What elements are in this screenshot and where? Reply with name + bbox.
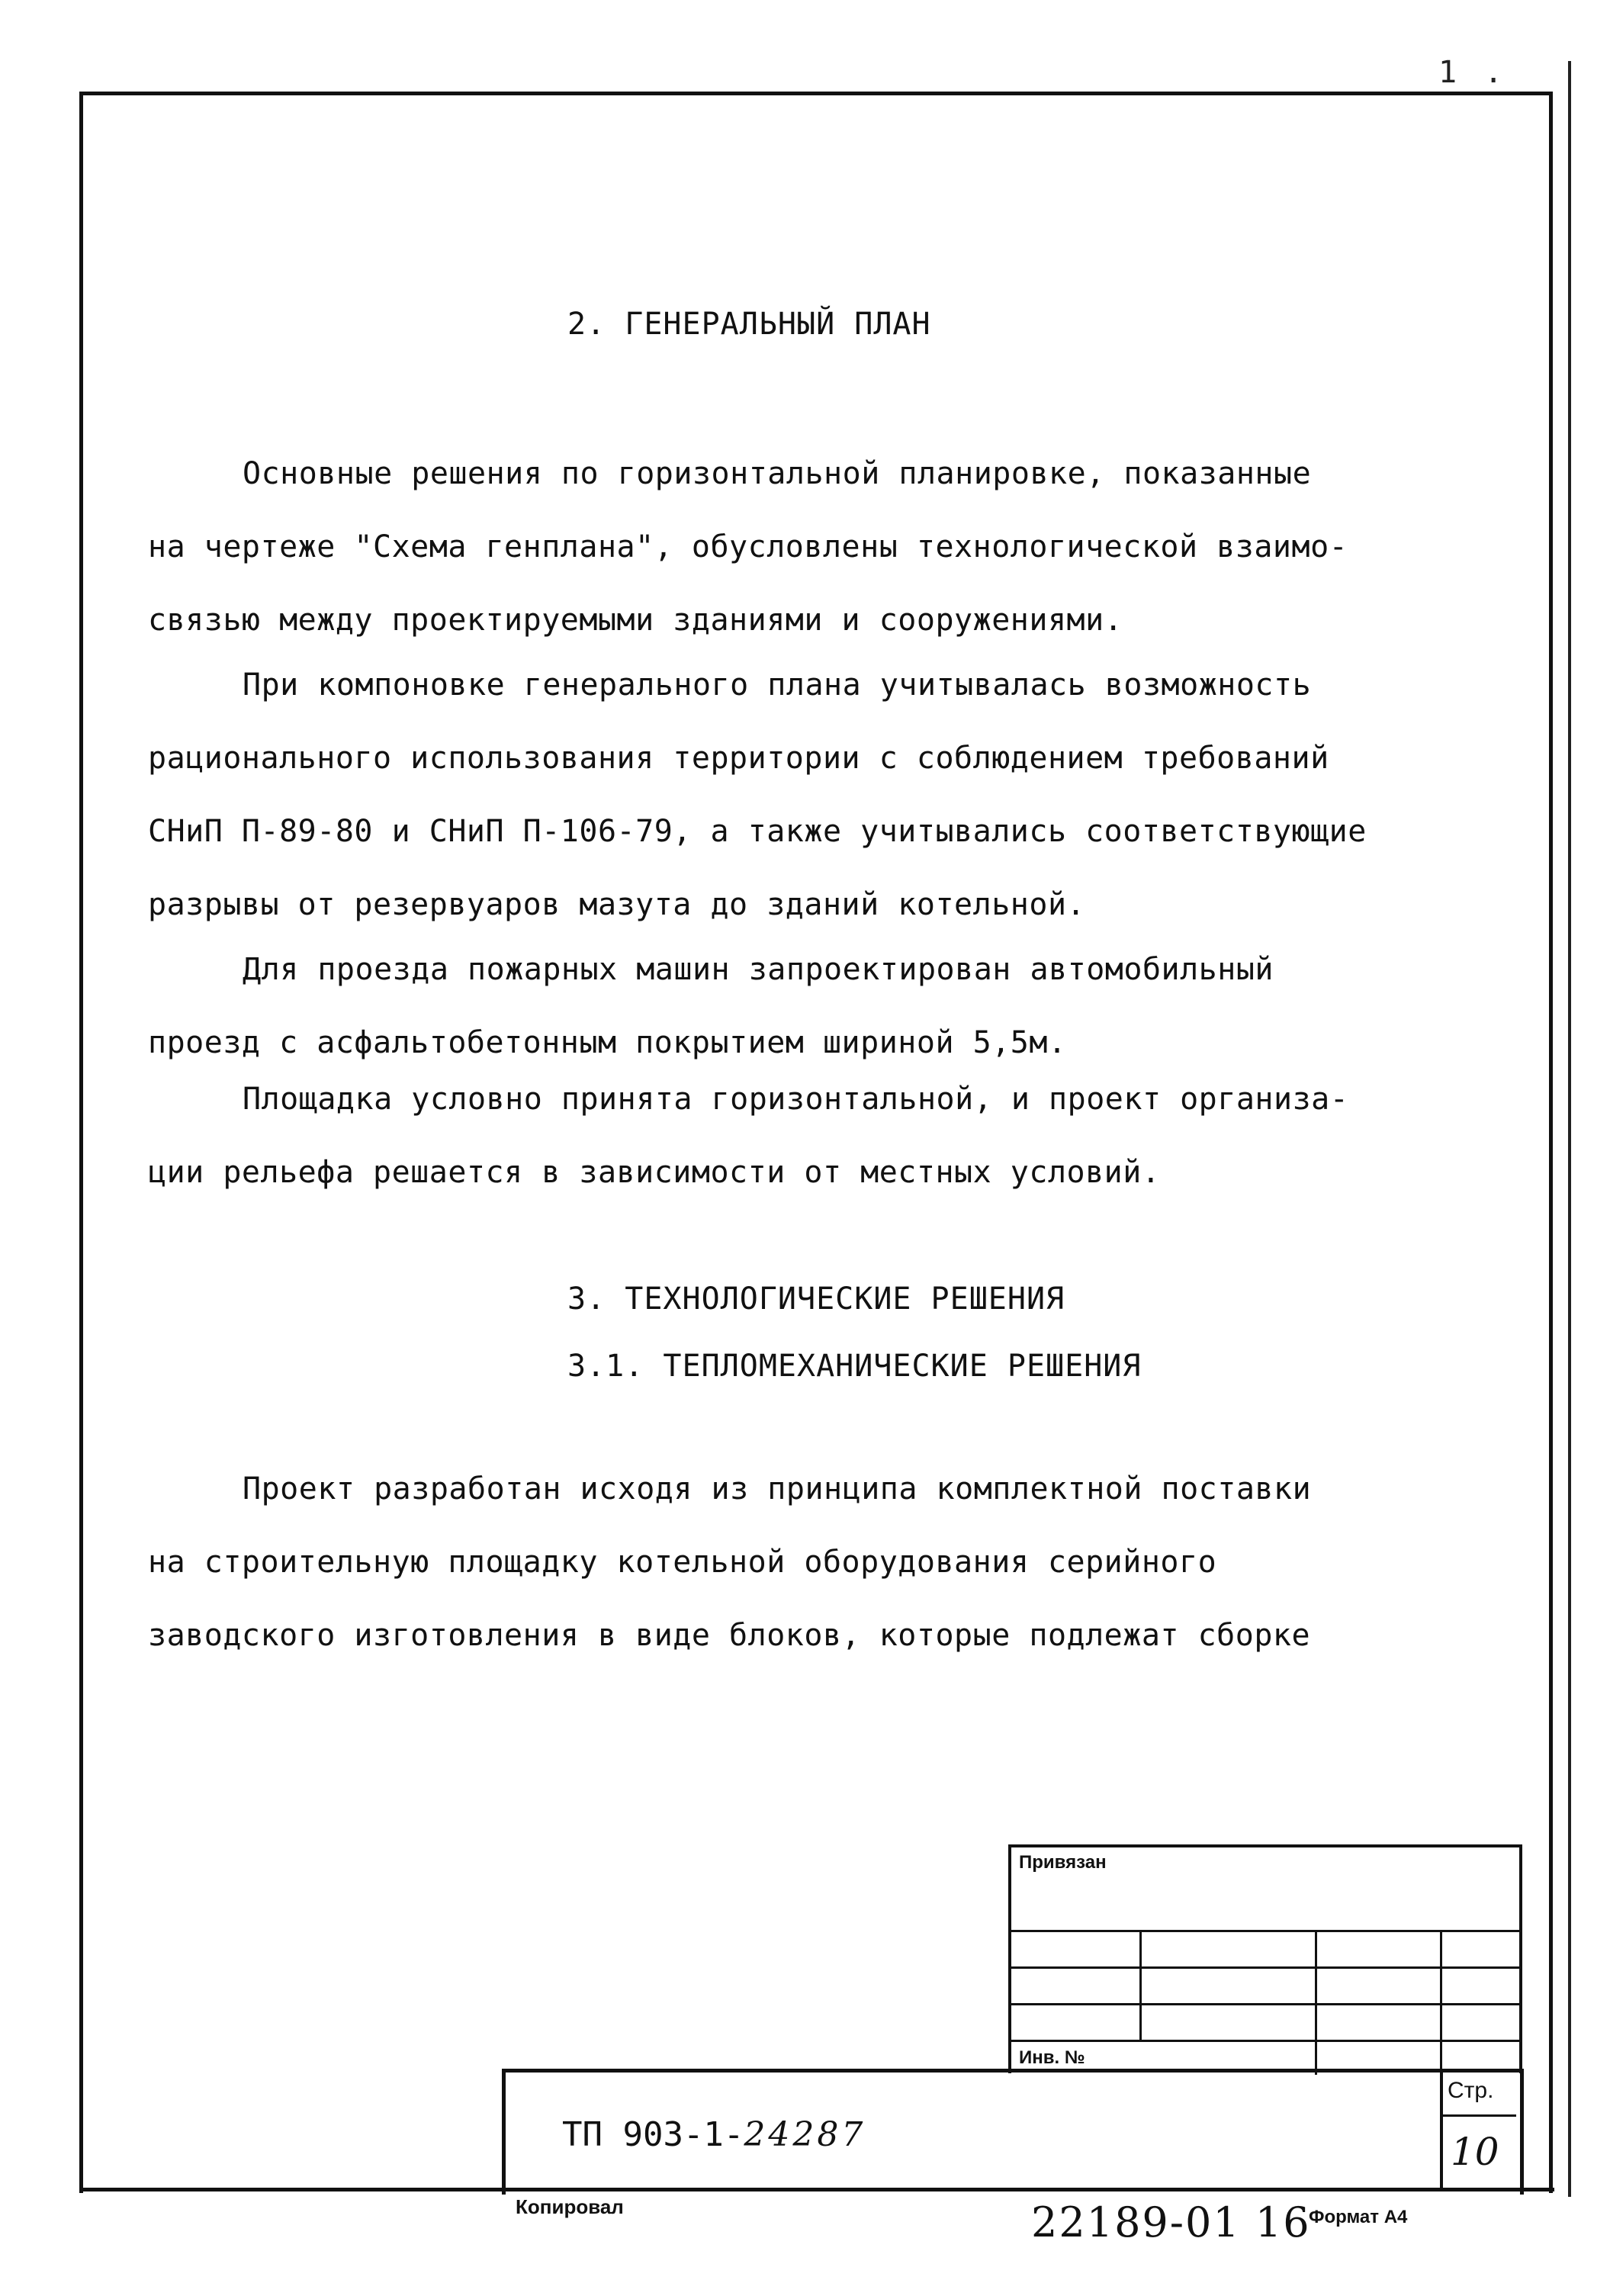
text-line: При компоновке генерального плана учитывалась возможность	[243, 667, 1312, 703]
stamp-row-line	[1011, 1930, 1519, 1932]
text-line: разрывы от резервуаров мазута до зданий котельной.	[148, 887, 1086, 922]
text-line: проезд с асфальтобетонным покрытием шириной 5,5м.	[148, 1025, 1067, 1060]
text-line: Для проезда пожарных машин запроектирован автомобильный	[243, 952, 1274, 987]
text-line: связью между проектируемыми зданиями и сооружениями.	[148, 603, 1123, 638]
stamp-lower-block	[502, 2069, 1524, 2195]
section-3-1-heading: 3.1. ТЕПЛОМЕХАНИЧЕСКИЕ РЕШЕНИЯ	[567, 1349, 1142, 1384]
stamp-row-line	[1011, 2003, 1519, 2005]
stamp-row-line	[1011, 2040, 1519, 2042]
sheet-format: Формат А4	[1309, 2207, 1408, 2227]
text-line: рационального использования территории с соблюдением требований	[148, 741, 1329, 776]
page-label: Стр.	[1448, 2078, 1494, 2103]
section-2-paragraph-2	[148, 648, 1475, 941]
stamp-row-line	[1011, 1966, 1519, 1969]
text-line: Проект разработан исходя из принципа комплектной поставки	[243, 1471, 1312, 1507]
section-3-paragraph-1	[148, 1452, 1475, 1672]
text-line: ции рельефа решается в зависимости от местных условий.	[148, 1155, 1161, 1190]
inventory-number-label: Инв. №	[1019, 2047, 1085, 2068]
text-line: на строительную площадку котельной оборудования серийного	[148, 1545, 1217, 1580]
page-cell-line	[1440, 2114, 1516, 2117]
text-line: СНиП П-89-80 и СНиП П-106-79, а также учитывались соответствующие	[148, 814, 1367, 849]
text-line: на чертеже "Схема генплана", обусловлены технологической взаимо-	[148, 529, 1348, 564]
stamp-column-line	[1139, 1930, 1142, 2040]
document-code	[562, 2115, 866, 2154]
copied-by-label: Копировал	[516, 2195, 624, 2218]
stamp-upper-block	[1008, 1844, 1522, 2073]
document-code-handwritten: 24287	[744, 2115, 866, 2154]
top-page-mark: 1 .	[1438, 55, 1508, 90]
page-cell-divider	[1440, 2069, 1443, 2191]
page-number: 10	[1451, 2130, 1499, 2174]
archive-number: 22189-01 16	[1031, 2198, 1311, 2246]
section-2-paragraph-4	[148, 1063, 1475, 1209]
stamp-column-line	[1440, 1930, 1442, 2075]
stamp-bound-label: Привязан	[1019, 1852, 1107, 1873]
text-line: заводского изготовления в виде блоков, которые подлежат сборке	[148, 1618, 1311, 1653]
section-3-heading: 3. ТЕХНОЛОГИЧЕСКИЕ РЕШЕНИЯ	[567, 1281, 1065, 1317]
section-2-paragraph-3	[148, 933, 1475, 1079]
section-2-heading: 2. ГЕНЕРАЛЬНЫЙ ПЛАН	[567, 307, 931, 342]
text-line: Основные решения по горизонтальной планировке, показанные	[243, 456, 1312, 491]
text-line: Площадка условно принята горизонтальной, и проект организа-	[243, 1082, 1349, 1117]
document-code-printed: ТП 903-1-	[562, 2115, 744, 2154]
sheet-edge-line	[1568, 61, 1571, 2197]
section-2-paragraph-1	[148, 437, 1475, 657]
page-number-cell	[1440, 2069, 1516, 2191]
stamp-column-line	[1315, 1930, 1317, 2075]
